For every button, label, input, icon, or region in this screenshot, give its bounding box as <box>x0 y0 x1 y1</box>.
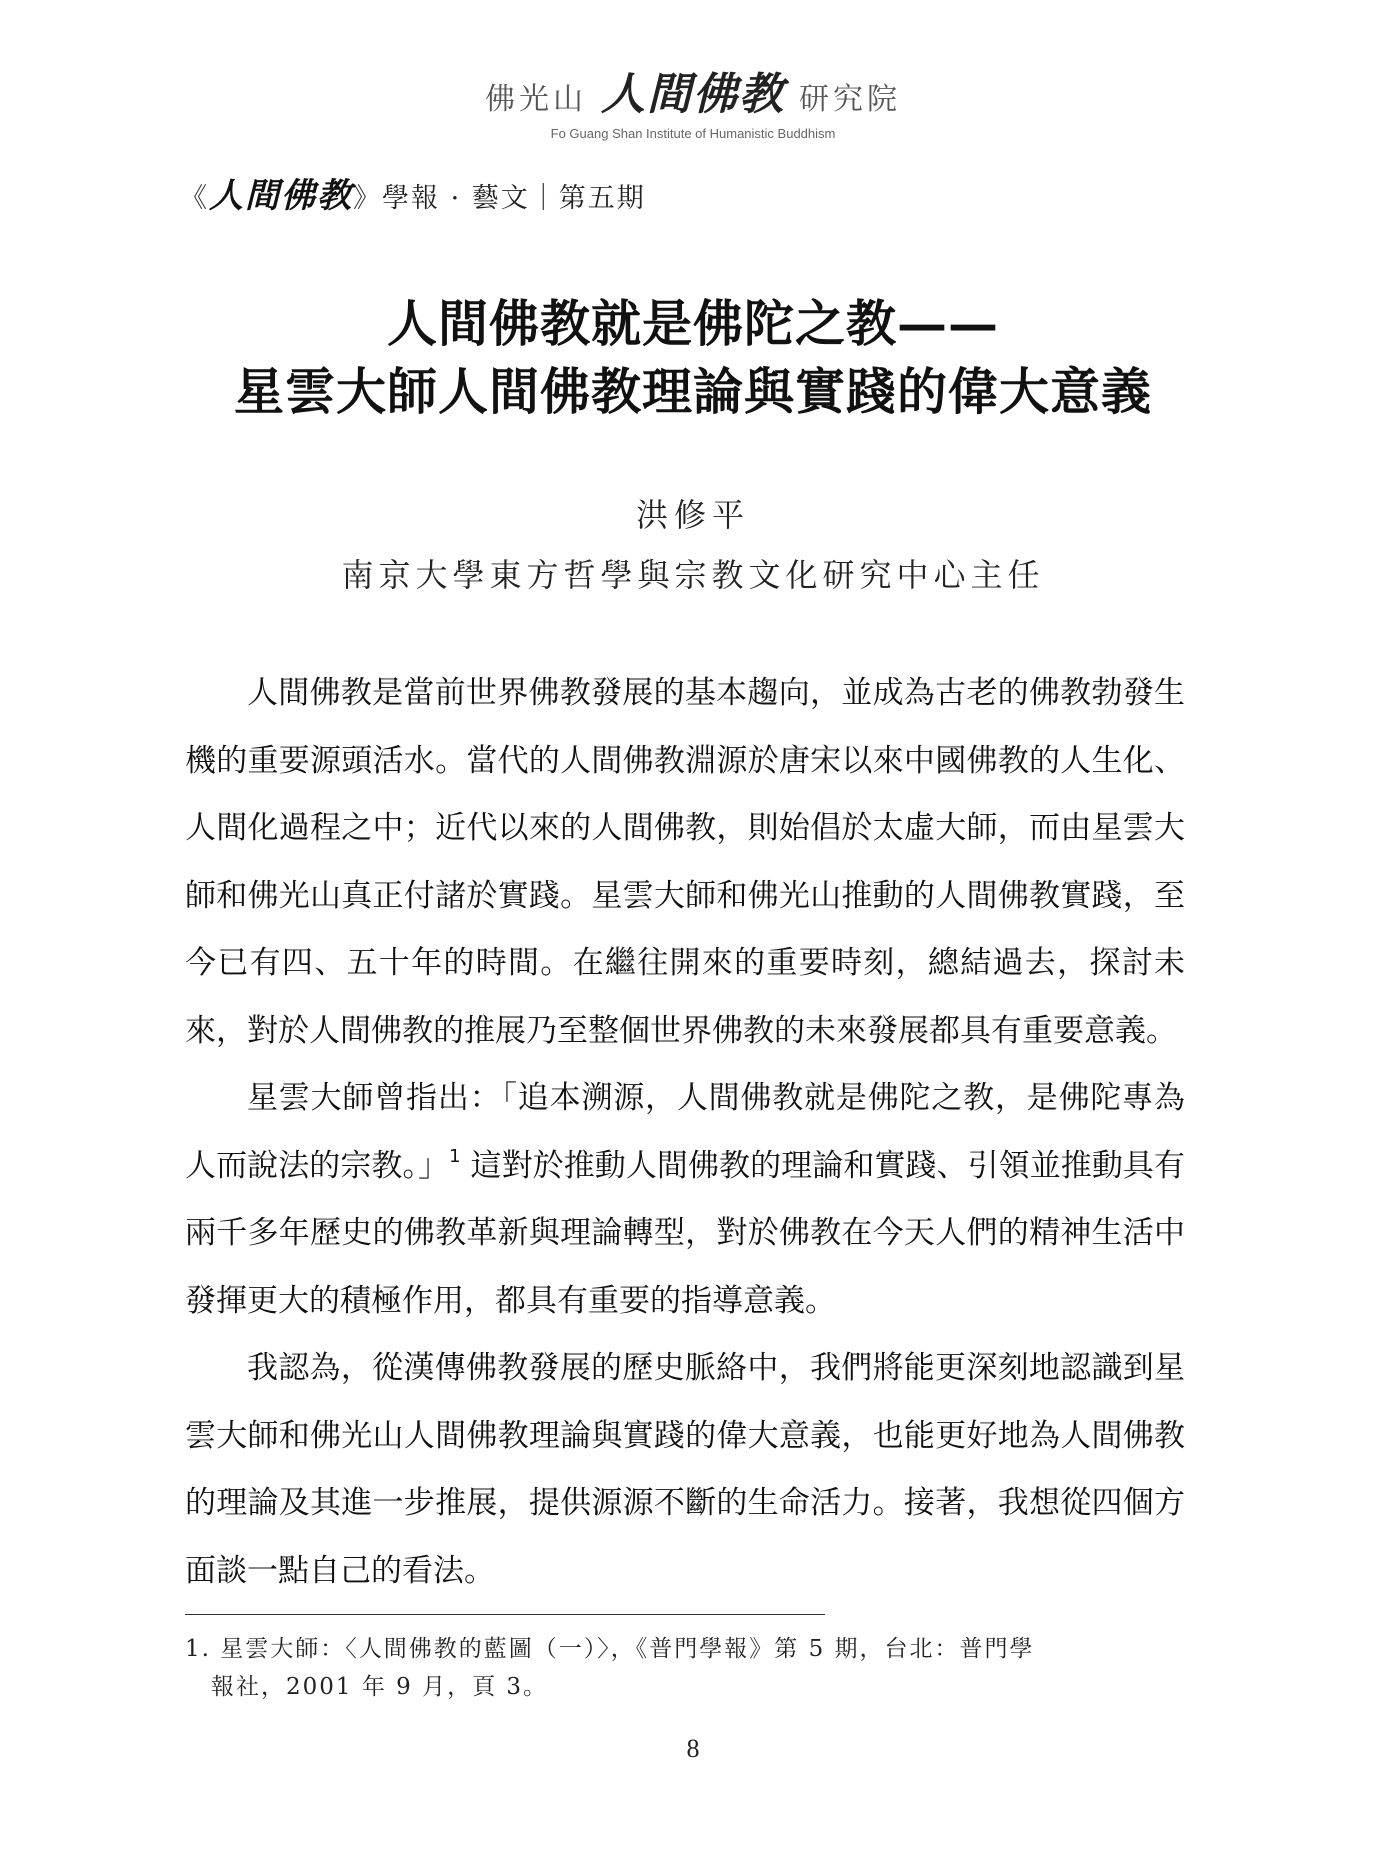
footnote-divider <box>185 1614 825 1615</box>
title-line-2: 星雲大師人間佛教理論與實踐的偉大意義 <box>234 362 1152 421</box>
institute-brand-logo: 人間佛教 <box>601 69 785 120</box>
institute-name <box>485 58 901 122</box>
article-body <box>185 660 1185 1605</box>
footnote-line-1: 1. 星雲大師：〈人間佛教的藍圖（一）〉，《普門學報》第 5 期，台北：普門學 <box>185 1636 1035 1662</box>
paragraph-3: 我認為，從漢傳佛教發展的歷史脈絡中，我們將能更深刻地認識到星雲大師和佛光山人間佛教理論與實踐的偉大意義，也能更好地為人間佛教的理論及其進一步推展，提供源源不斷的生命活力。接著，我想從四個方面談一點自己的看法。 <box>185 1350 1185 1589</box>
institute-name-left: 佛光山 <box>485 82 587 117</box>
paragraph-2 <box>185 1065 1185 1335</box>
author-affiliation: 南京大學東方哲學與宗教文化研究中心主任 <box>341 556 1045 594</box>
footnote <box>185 1630 1185 1706</box>
institute-header <box>0 58 1386 141</box>
paragraph-1: 人間佛教是當前世界佛教發展的基本趨向，並成為古老的佛教勃發生機的重要源頭活水。當代的人間佛教淵源於唐宋以來中國佛教的人生化、人間化過程之中；近代以來的人間佛教，則始倡於太虛大師，而由星雲大師和佛光山真正付諸於實踐。星雲大師和佛光山推動的人間佛教實踐，至今已有四、五十年的時間。在繼往開來的重要時刻，總結過去，探討未來，對於人間佛教的推展乃至整個世界佛教的未來發展都具有重要意義。 <box>185 675 1185 1049</box>
journal-issue: 》學報 · 藝文｜第五期 <box>353 183 646 214</box>
article-title <box>0 290 1386 426</box>
page-number: 8 <box>686 1734 700 1763</box>
footnote-line-2: 報社，2001 年 9 月，頁 3。 <box>211 1674 549 1700</box>
title-line-1: 人間佛教就是佛陀之教—— <box>387 294 999 353</box>
author-name: 洪修平 <box>635 496 750 534</box>
paragraph-2-quote: 星雲大師曾指出：「追本溯源，人間佛教就是佛陀之教，是佛陀專為人而說法的宗教。」 <box>185 1080 1185 1184</box>
institute-name-right: 研究院 <box>799 82 901 117</box>
journal-brand-logo: 人間佛教 <box>209 176 353 216</box>
footnote-reference[interactable]: 1 <box>449 1145 461 1167</box>
paragraph-2-rest: 這對於推動人間佛教的理論和實踐、引領並推動具有兩千多年歷史的佛教革新與理論轉型，對於佛教在今天人們的精神生活中發揮更大的積極作用，都具有重要的指導意義。 <box>185 1147 1186 1319</box>
institute-english-name: Fo Guang Shan Institute of Humanistic Buddhism <box>550 126 836 141</box>
journal-running-head <box>180 168 646 217</box>
journal-open-bracket: 《 <box>180 183 209 214</box>
